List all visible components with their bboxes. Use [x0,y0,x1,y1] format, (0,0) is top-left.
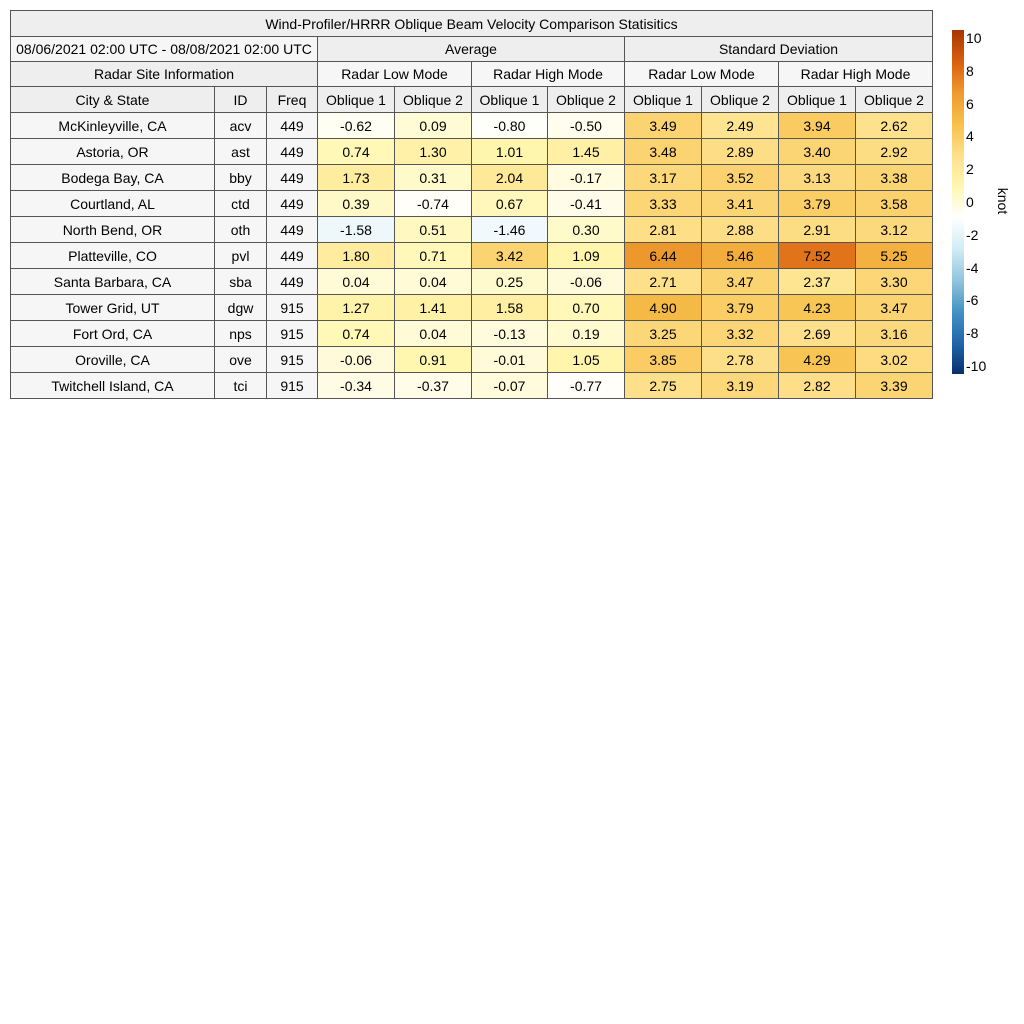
value-cell: -0.06 [318,347,395,373]
value-cell: 2.69 [779,321,856,347]
value-cell: 1.27 [318,295,395,321]
value-cell: 5.25 [856,243,933,269]
value-cell: 3.48 [625,139,702,165]
value-cell: 0.67 [472,191,548,217]
site-city-cell: Courtland, AL [11,191,215,217]
value-cell: -1.58 [318,217,395,243]
value-cell: 3.30 [856,269,933,295]
site-id-cell: oth [215,217,267,243]
value-cell: -0.80 [472,113,548,139]
colorbar-tick-label: 0 [966,194,974,210]
value-cell: -1.46 [472,217,548,243]
colorbar-tick-label: 4 [966,128,974,145]
std-group-header: Standard Deviation [625,37,933,62]
site-id-cell: ctd [215,191,267,217]
value-cell: -0.07 [472,373,548,399]
value-cell: 3.16 [856,321,933,347]
site-city-cell: Santa Barbara, CA [11,269,215,295]
std-low-oblique1-header: Oblique 1 [625,87,702,113]
value-cell: 7.52 [779,243,856,269]
site-freq-cell: 915 [267,321,318,347]
table-row [11,269,933,295]
site-id-cell: nps [215,321,267,347]
value-cell: -0.77 [548,373,625,399]
avg-high-mode-header: Radar High Mode [472,62,625,87]
site-id-cell: pvl [215,243,267,269]
value-cell: -0.50 [548,113,625,139]
site-id-cell: tci [215,373,267,399]
value-cell: -0.41 [548,191,625,217]
site-id-cell: ast [215,139,267,165]
value-cell: -0.13 [472,321,548,347]
site-id-cell: dgw [215,295,267,321]
site-freq-cell: 449 [267,269,318,295]
value-cell: 3.79 [702,295,779,321]
value-cell: -0.01 [472,347,548,373]
site-freq-cell: 915 [267,373,318,399]
value-cell: 2.62 [856,113,933,139]
site-city-cell: Oroville, CA [11,347,215,373]
value-cell: 4.90 [625,295,702,321]
value-cell: 2.82 [779,373,856,399]
value-cell: 3.52 [702,165,779,191]
site-id-cell: ove [215,347,267,373]
table-row [11,295,933,321]
site-freq-cell: 915 [267,295,318,321]
value-cell: 1.73 [318,165,395,191]
value-cell: 3.58 [856,191,933,217]
value-cell: 0.91 [395,347,472,373]
value-cell: 0.19 [548,321,625,347]
avg-low-oblique2-header: Oblique 2 [395,87,472,113]
site-id-cell: sba [215,269,267,295]
table-row [11,217,933,243]
value-cell: 0.71 [395,243,472,269]
avg-low-mode-header: Radar Low Mode [318,62,472,87]
site-info-header: Radar Site Information [11,62,318,87]
site-city-cell: Fort Ord, CA [11,321,215,347]
colorbar-tick-label: 8 [966,62,974,79]
site-city-cell: McKinleyville, CA [11,113,215,139]
colorbar-tick-label: 2 [966,161,974,178]
value-cell: 0.31 [395,165,472,191]
value-cell: 2.89 [702,139,779,165]
site-freq-cell: 449 [267,139,318,165]
value-cell: 3.79 [779,191,856,217]
value-cell: 3.40 [779,139,856,165]
date-range: 08/06/2021 02:00 UTC - 08/08/2021 02:00 UTC [11,37,318,62]
value-cell: 1.09 [548,243,625,269]
site-id-cell: acv [215,113,267,139]
std-high-oblique2-header: Oblique 2 [856,87,933,113]
value-cell: 3.94 [779,113,856,139]
value-cell: 2.37 [779,269,856,295]
site-city-cell: North Bend, OR [11,217,215,243]
avg-high-oblique1-header: Oblique 1 [472,87,548,113]
colorbar-tick-label: -8 [966,325,979,342]
value-cell: 3.25 [625,321,702,347]
value-cell: 2.71 [625,269,702,295]
value-cell: 4.29 [779,347,856,373]
value-cell: 3.12 [856,217,933,243]
site-city-cell: Platteville, CO [11,243,215,269]
value-cell: 1.01 [472,139,548,165]
site-city-cell: Bodega Bay, CA [11,165,215,191]
site-city-cell: Tower Grid, UT [11,295,215,321]
avg-high-oblique2-header: Oblique 2 [548,87,625,113]
value-cell: 3.47 [702,269,779,295]
std-low-mode-header: Radar Low Mode [625,62,779,87]
value-cell: 0.04 [395,321,472,347]
value-cell: -0.17 [548,165,625,191]
value-cell: 1.30 [395,139,472,165]
value-cell: 3.38 [856,165,933,191]
value-cell: 1.41 [395,295,472,321]
value-cell: 2.78 [702,347,779,373]
colorbar-unit-label: knot [995,187,1011,215]
value-cell: 3.42 [472,243,548,269]
value-cell: 1.05 [548,347,625,373]
value-cell: -0.37 [395,373,472,399]
value-cell: 3.02 [856,347,933,373]
std-high-oblique1-header: Oblique 1 [779,87,856,113]
site-freq-cell: 449 [267,217,318,243]
colorbar-tick-label: -4 [966,259,979,276]
value-cell: 3.39 [856,373,933,399]
value-cell: 3.85 [625,347,702,373]
stats-table [10,10,933,399]
table-row [11,373,933,399]
table-row [11,165,933,191]
table-row [11,139,933,165]
std-low-oblique2-header: Oblique 2 [702,87,779,113]
value-cell: 2.04 [472,165,548,191]
table-title: Wind-Profiler/HRRR Oblique Beam Velocity Comparison Statisitics [11,11,933,37]
table-row [11,113,933,139]
site-freq-cell: 915 [267,347,318,373]
value-cell: 2.88 [702,217,779,243]
value-cell: 2.92 [856,139,933,165]
value-cell: 3.13 [779,165,856,191]
value-cell: -0.06 [548,269,625,295]
table-body [11,113,933,399]
id-column-header: ID [215,87,267,113]
colorbar-tick-label: 6 [966,95,974,112]
table-row [11,191,933,217]
colorbar-tick-label: -6 [966,292,979,309]
value-cell: 1.45 [548,139,625,165]
value-cell: 2.75 [625,373,702,399]
value-cell: 2.49 [702,113,779,139]
site-freq-cell: 449 [267,243,318,269]
value-cell: 3.47 [856,295,933,321]
value-cell: 0.39 [318,191,395,217]
table-row [11,321,933,347]
average-group-header: Average [318,37,625,62]
site-city-cell: Twitchell Island, CA [11,373,215,399]
colorbar-tick-label: -10 [966,358,987,374]
value-cell: 0.70 [548,295,625,321]
colorbar-tick-label: 10 [966,30,982,46]
site-freq-cell: 449 [267,191,318,217]
site-freq-cell: 449 [267,113,318,139]
value-cell: 0.74 [318,321,395,347]
avg-low-oblique1-header: Oblique 1 [318,87,395,113]
value-cell: 0.51 [395,217,472,243]
value-cell: 3.41 [702,191,779,217]
value-cell: 3.17 [625,165,702,191]
site-id-cell: bby [215,165,267,191]
value-cell: -0.74 [395,191,472,217]
value-cell: 0.04 [318,269,395,295]
value-cell: 3.33 [625,191,702,217]
value-cell: 3.49 [625,113,702,139]
value-cell: -0.34 [318,373,395,399]
value-cell: 4.23 [779,295,856,321]
value-cell: -0.62 [318,113,395,139]
value-cell: 2.91 [779,217,856,243]
value-cell: 2.81 [625,217,702,243]
colorbar [952,30,964,374]
table-row [11,243,933,269]
value-cell: 3.19 [702,373,779,399]
value-cell: 1.58 [472,295,548,321]
std-high-mode-header: Radar High Mode [779,62,933,87]
value-cell: 6.44 [625,243,702,269]
value-cell: 5.46 [702,243,779,269]
value-cell: 0.30 [548,217,625,243]
value-cell: 1.80 [318,243,395,269]
value-cell: 0.04 [395,269,472,295]
value-cell: 0.74 [318,139,395,165]
freq-column-header: Freq [267,87,318,113]
site-city-cell: Astoria, OR [11,139,215,165]
value-cell: 3.32 [702,321,779,347]
colorbar-tick-label: -2 [966,226,979,243]
value-cell: 0.09 [395,113,472,139]
city-column-header: City & State [11,87,215,113]
site-freq-cell: 449 [267,165,318,191]
value-cell: 0.25 [472,269,548,295]
table-row [11,347,933,373]
